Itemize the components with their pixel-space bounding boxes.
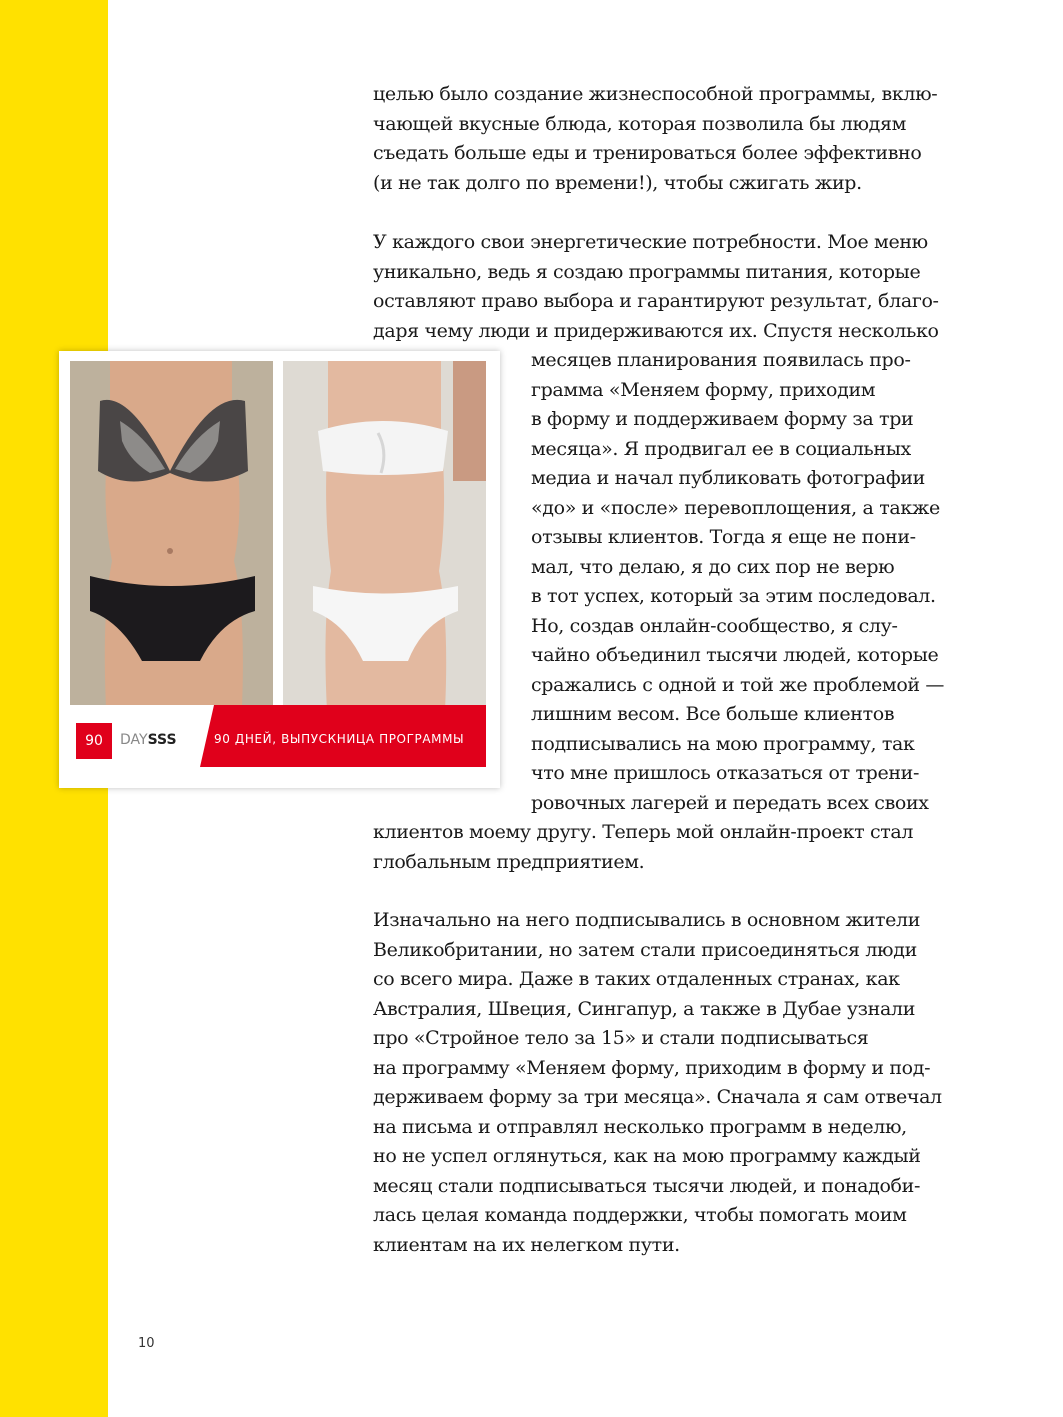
before-photo xyxy=(70,361,273,744)
brand-day-sss-logo xyxy=(120,732,177,748)
brand-sss-text: SSS xyxy=(147,732,177,748)
text-line: Великобритании, но затем стали присоединяться люди xyxy=(373,938,917,961)
text-line: месяца». Я продвигал ее в социальных xyxy=(531,437,911,460)
text-line: держиваем форму за три месяца». Сначала я сам отвечал xyxy=(373,1086,942,1108)
brand-day-text: DAY xyxy=(120,732,148,748)
text-line: со всего мира. Даже в таких отдаленных странах, как xyxy=(373,968,900,990)
text-line: съедать больше еды и тренироваться более эффективно xyxy=(373,142,922,164)
text-line: но не успел оглянуться, как на мою программу каждый xyxy=(373,1145,921,1167)
text-line: подписывались на мою программу, так xyxy=(531,732,915,755)
text-line: сражались с одной и той же проблемой — xyxy=(531,673,945,696)
text-line: медиа и начал публиковать фотографии xyxy=(531,467,925,489)
caption-bar xyxy=(70,705,486,767)
text-line: Изначально на него подписывались в основном жители xyxy=(373,909,921,931)
text-line: в тот успех, который за этим последовал. xyxy=(531,585,936,607)
text-line: лишним весом. Все больше клиентов xyxy=(531,703,895,725)
text-line: (и не так долго по времени!), чтобы сжигать жир. xyxy=(373,171,862,194)
text-line: месяц стали подписываться тысячи людей, и понадоби- xyxy=(373,1174,921,1197)
before-after-photo-card xyxy=(59,351,500,788)
photo-caption: 90 ДНЕЙ, ВЫПУСКНИЦА ПРОГРАММЫ xyxy=(214,732,465,746)
text-line: даря чему люди и придерживаются их. Спустя несколько xyxy=(373,319,939,342)
text-line: на письма и отправлял несколько программ в неделю, xyxy=(373,1115,907,1138)
text-line: «до» и «после» перевоплощения, а также xyxy=(531,496,940,519)
text-line: клиентам на их нелегком пути. xyxy=(373,1233,680,1256)
text-line: уникально, ведь я создаю программы питания, которые xyxy=(373,260,921,283)
text-line: про «Стройное тело за 15» и стали подписываться xyxy=(373,1027,869,1049)
text-line: мал, что делаю, я до сих пор не верю xyxy=(531,555,895,578)
text-line: чайно объединил тысячи людей, которые xyxy=(531,644,939,666)
page-number: 10 xyxy=(138,1336,155,1351)
text-line: Но, создав онлайн-сообщество, я слу- xyxy=(531,614,898,637)
text-line: что мне пришлось отказаться от трени- xyxy=(531,762,920,784)
text-line: на программу «Меняем форму, приходим в форму и под- xyxy=(373,1056,931,1079)
text-line: в форму и поддерживаем форму за три xyxy=(531,408,914,430)
text-line: целью было создание жизнеспособной программы, вклю- xyxy=(373,83,938,105)
text-line: клиентов моему другу. Теперь мой онлайн-проект стал xyxy=(373,821,914,843)
text-line: Австралия, Швеция, Сингапур, а также в Дубае узнали xyxy=(373,997,916,1020)
text-line: У каждого свои энергетические потребности. Мое меню xyxy=(373,231,928,253)
text-line: отзывы клиентов. Тогда я еще не пони- xyxy=(531,526,916,548)
text-line: чающей вкусные блюда, которая позволила бы людям xyxy=(373,112,907,135)
text-line: оставляют право выбора и гарантируют результат, благо- xyxy=(373,290,939,312)
text-line: лась целая команда поддержки, чтобы помогать моим xyxy=(373,1204,907,1226)
after-photo xyxy=(283,361,486,744)
text-line: грамма «Меняем форму, приходим xyxy=(531,378,876,401)
text-line: месяцев планирования появилась про- xyxy=(531,349,911,371)
text-line: ровочных лагерей и передать всех своих xyxy=(531,791,929,814)
brand-90-badge: 90 xyxy=(76,723,112,759)
text-line: глобальным предприятием. xyxy=(373,850,645,873)
